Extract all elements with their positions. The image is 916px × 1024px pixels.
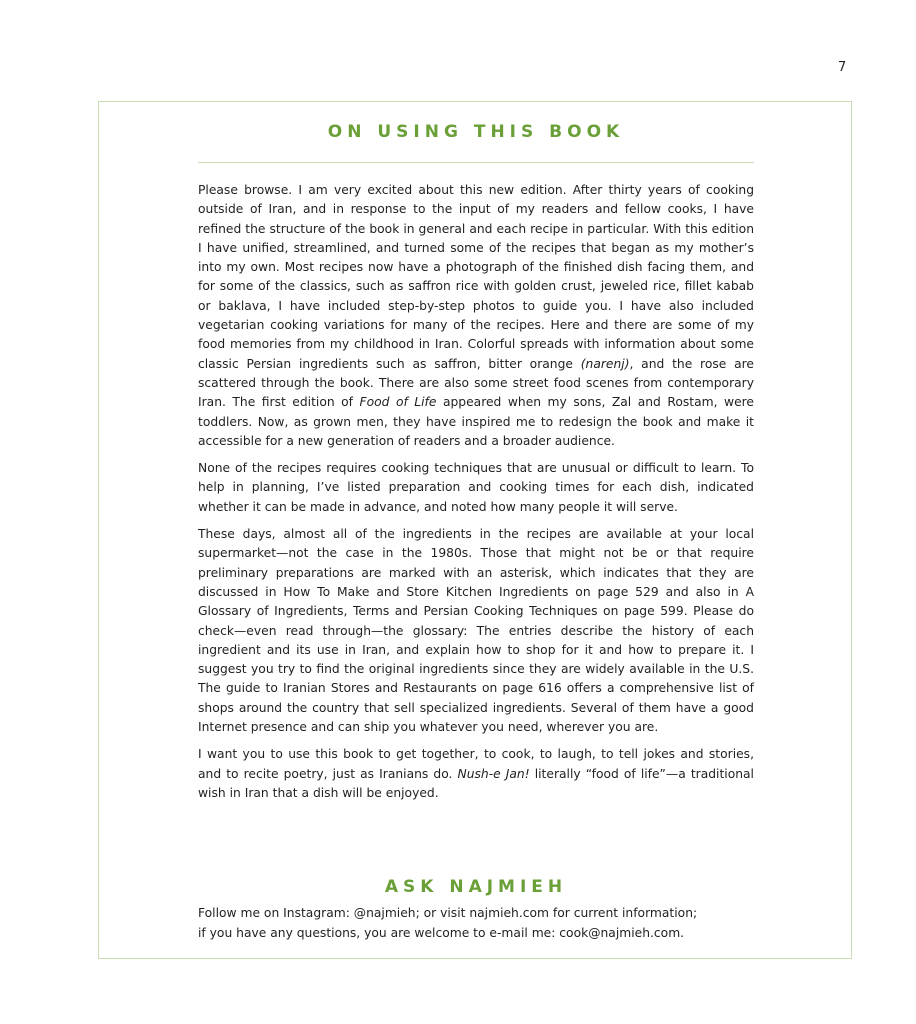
text-run-italic: Nush-e Jan! xyxy=(457,766,530,781)
text-run: I want you to use this book to get together, to cook, to laugh, to tell jokes and stories, and to recite poetry, just as Iranians do. xyxy=(198,747,754,781)
text-run: literally “food of life”—a traditional wish in Iran that a dish will be enjoyed. xyxy=(198,766,754,800)
title-divider xyxy=(198,162,754,163)
body-text xyxy=(198,181,754,811)
paragraph-4 xyxy=(198,745,754,803)
paragraph-1 xyxy=(198,181,754,451)
text-run: None of the recipes requires cooking techniques that are unusual or difficult to learn. To help in planning, I’ve listed preparation and cooking times for each dish, indicated whether it can be made in advance, and noted how many people it will serve. xyxy=(198,461,754,514)
text-run: , and the rose are scattered through the book. There are also some street food scenes from contemporary Iran. The first edition of xyxy=(198,356,754,410)
section-title: ON USING THIS BOOK xyxy=(327,122,625,142)
text-run: appeared when my sons, Zal and Rostam, were toddlers. Now, as grown men, they have inspired me to redesign the book and make it accessible for a new generation of readers and a broader audience. xyxy=(198,395,754,448)
ask-contact xyxy=(198,903,754,943)
ask-line-1: Follow me on Instagram: @najmieh; or visit najmieh.com for current information; xyxy=(198,906,698,920)
ask-heading: ASK NAJMIEH xyxy=(384,877,568,897)
page-number: 7 xyxy=(838,60,847,75)
text-run: Please browse. I am very excited about this new edition. After thirty years of cooking outside of Iran, and in response to the input of my readers and fellow cooks, I have refined the structure of the book in general and each recipe in particular. With this edition I have unified, streamlined, and turned some of the recipes that began as my mother’s into my own. Most recipes now have a photograph of the finished dish facing them, and for some of the classics, such as saffron rice with golden crust, jeweled rice, fillet kabab or baklava, I have included step-by-step photos to guide you. I have also included vegetarian cooking variations for many of the recipes. Here and there are some of my food memories from my childhood in Iran. Colorful spreads with information about some classic Persian ingredients such as saffron, bitter orange xyxy=(198,183,754,371)
paragraph-3 xyxy=(198,525,754,737)
text-run-italic: (narenj) xyxy=(580,356,630,371)
ask-line-2: if you have any questions, you are welcome to e-mail me: cook@najmieh.com. xyxy=(198,926,685,940)
text-run: These days, almost all of the ingredients in the recipes are available at your local supermarket—not the case in the 1980s. Those that might not be or that require preliminary preparations are marked with an asterisk, which indicates that they are discussed in How To Make and Store Kitchen Ingredients on page 529 and also in A Glossary of Ingredients, Terms and Persian Cooking Techniques on page 599. Please do check—even read through—the glossary: The entries describe the history of each ingredient and its use in Iran, and explain how to shop for it and how to prepare it. I suggest you try to find the original ingredients since they are widely available in the U.S. The guide to Iranian Stores and Restaurants on page 616 offers a comprehensive list of shops around the country that sell specialized ingredients. Several of them have a good Internet presence and can ship you whatever you need, wherever you are. xyxy=(198,527,754,735)
text-run-italic: Food of Life xyxy=(359,395,437,410)
paragraph-2 xyxy=(198,459,754,517)
